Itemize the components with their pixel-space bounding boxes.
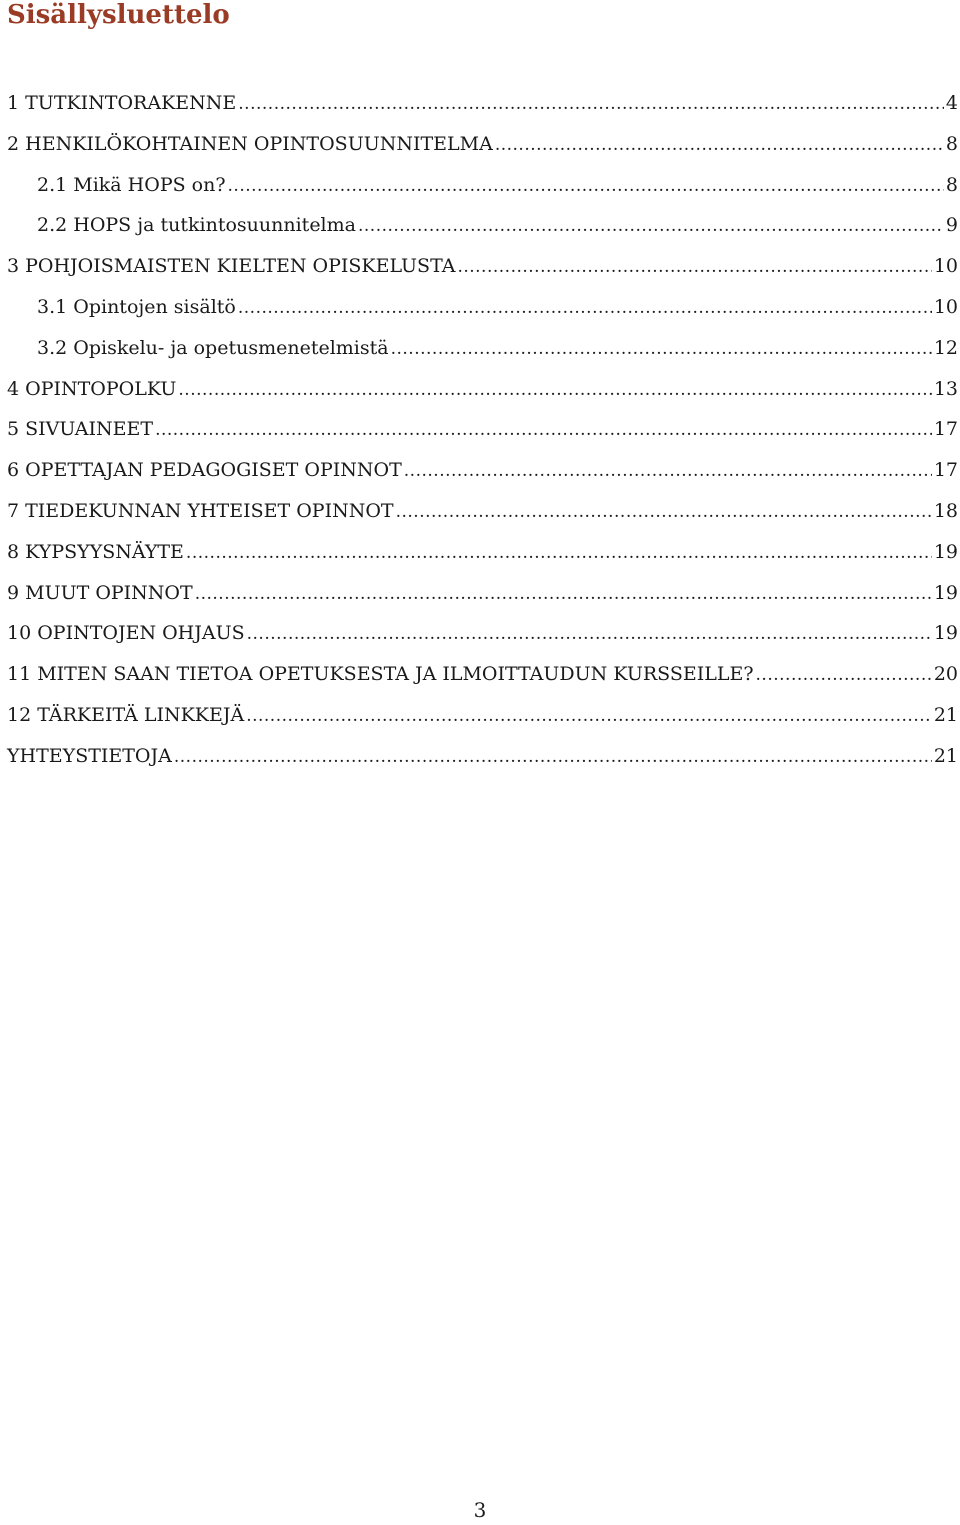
- toc-entry-label: 3 POHJOISMAISTEN KIELTEN OPISKELUSTA: [7, 255, 456, 278]
- toc-entry-page: 20: [933, 663, 958, 686]
- toc-leader-dots: [396, 494, 932, 530]
- toc-entry-label: 3.2 Opiskelu- ja opetusmenetelmistä: [37, 336, 389, 359]
- page-title: Sisällysluettelo: [7, 0, 230, 30]
- toc-entry-label: 1 TUTKINTORAKENNE: [7, 92, 237, 114]
- toc-entry-page: 13: [933, 377, 958, 400]
- toc-entry[interactable]: [7, 575, 958, 616]
- toc-entry-page: 17: [933, 418, 958, 441]
- toc-entry[interactable]: [7, 371, 958, 412]
- toc-leader-dots: [247, 616, 932, 652]
- toc-entry-label: 2 HENKILÖKOHTAINEN OPINTOSUUNNITELMA: [7, 132, 493, 155]
- toc-entry[interactable]: [7, 534, 958, 575]
- toc-entry-label: 6 OPETTAJAN PEDAGOGISET OPINNOT: [7, 459, 402, 482]
- toc-entry-label: 3.1 Opintojen sisältö: [37, 295, 236, 318]
- toc-leader-dots: [186, 535, 932, 571]
- toc-entry-page: 8: [945, 132, 958, 155]
- toc-leader-dots: [238, 290, 932, 326]
- toc-entry-label: YHTEYSTIETOJA: [7, 744, 172, 767]
- toc-leader-dots: [155, 412, 932, 448]
- toc-entry[interactable]: [7, 452, 958, 493]
- toc-entry[interactable]: [7, 207, 958, 248]
- toc-entry-label: 2.2 HOPS ja tutkintosuunnitelma: [37, 214, 356, 237]
- toc-leader-dots: [238, 86, 944, 122]
- table-of-contents: [7, 85, 958, 779]
- toc-leader-dots: [457, 249, 931, 285]
- toc-entry-label: 5 SIVUAINEET: [7, 418, 154, 441]
- toc-entry-page: 19: [933, 540, 958, 563]
- toc-entry-page: 12: [933, 336, 958, 359]
- toc-leader-dots: [495, 127, 944, 163]
- toc-entry-page: 10: [933, 295, 958, 318]
- toc-leader-dots: [178, 372, 931, 408]
- toc-entry-label: 4 OPINTOPOLKU: [7, 377, 177, 400]
- toc-entry-page: 19: [933, 581, 958, 604]
- toc-entry[interactable]: [7, 126, 958, 167]
- toc-entry-label: 2.1 Mikä HOPS on?: [37, 173, 226, 196]
- toc-entry[interactable]: [7, 697, 958, 738]
- toc-entry[interactable]: [7, 85, 958, 126]
- page-number: 3: [473, 1498, 487, 1522]
- toc-entry[interactable]: [7, 411, 958, 452]
- toc-entry[interactable]: [7, 289, 958, 330]
- toc-entry-label: 9 MUUT OPINNOT: [7, 581, 193, 604]
- toc-entry[interactable]: [7, 615, 958, 656]
- toc-leader-dots: [404, 453, 932, 489]
- toc-entry-label: 8 KYPSYYSNÄYTE: [7, 540, 184, 563]
- toc-leader-dots: [174, 739, 932, 775]
- toc-entry-page: 9: [945, 214, 958, 237]
- toc-entry-page: 21: [933, 703, 958, 726]
- toc-entry-page: 19: [933, 622, 958, 645]
- toc-entry[interactable]: [7, 330, 958, 371]
- toc-entry-label: 10 OPINTOJEN OHJAUS: [7, 622, 245, 645]
- toc-leader-dots: [228, 168, 944, 204]
- toc-entry[interactable]: [7, 248, 958, 289]
- toc-entry-page: 18: [933, 499, 958, 522]
- toc-leader-dots: [195, 576, 932, 612]
- toc-entry[interactable]: [7, 738, 958, 779]
- toc-leader-dots: [246, 698, 932, 734]
- toc-entry-page: 8: [945, 173, 958, 196]
- toc-leader-dots: [756, 657, 932, 693]
- toc-entry-page: 10: [933, 255, 958, 278]
- toc-entry-page: 17: [933, 459, 958, 482]
- toc-entry-label: 11 MITEN SAAN TIETOA OPETUKSESTA JA ILMOITTAUDUN KURSSEILLE?: [7, 663, 754, 686]
- toc-entry[interactable]: [7, 656, 958, 697]
- toc-entry-page: 21: [933, 744, 958, 767]
- toc-entry-label: 7 TIEDEKUNNAN YHTEISET OPINNOT: [7, 499, 394, 522]
- toc-leader-dots: [391, 331, 932, 367]
- toc-leader-dots: [358, 208, 944, 244]
- toc-entry-page: 4: [945, 92, 958, 114]
- toc-entry-label: 12 TÄRKEITÄ LINKKEJÄ: [7, 703, 245, 726]
- toc-entry[interactable]: [7, 167, 958, 208]
- toc-entry[interactable]: [7, 493, 958, 534]
